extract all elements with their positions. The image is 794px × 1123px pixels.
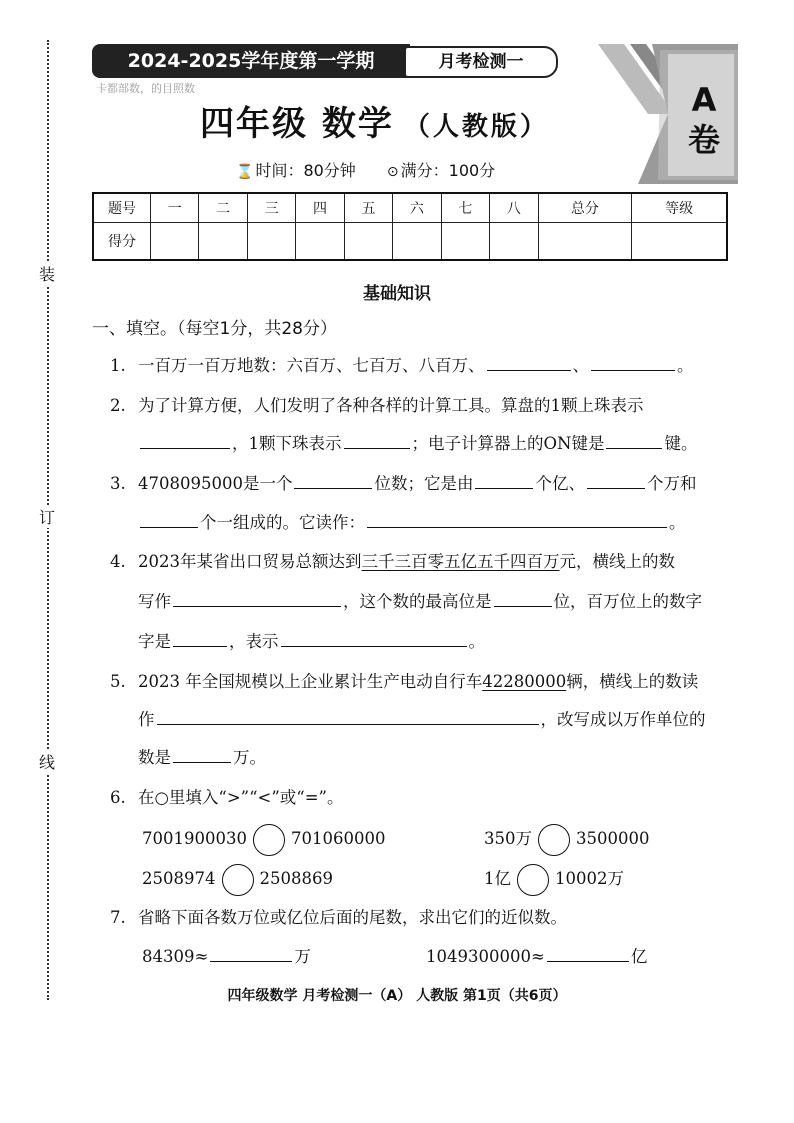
section-title: 基础知识 — [363, 284, 431, 304]
question-text: 。 — [677, 356, 694, 375]
compare-circle[interactable] — [538, 824, 570, 856]
question-text: 个万和 — [646, 474, 697, 493]
question-number: 1. — [110, 356, 126, 375]
score-cell: 题号 — [93, 193, 151, 223]
header-banner — [92, 44, 572, 78]
answer-blank[interactable] — [157, 706, 539, 725]
question-2-line2 — [138, 424, 697, 464]
score-input-cell[interactable] — [490, 223, 538, 261]
score-table-score-row — [93, 223, 727, 261]
exam-label: 月考检测一 — [404, 46, 558, 78]
question-6 — [110, 778, 344, 818]
score-input-cell[interactable] — [344, 223, 392, 261]
full-score-label: 满分：100分 — [400, 161, 496, 180]
hourglass-icon: ⌛ — [236, 164, 254, 180]
question-text: 元，横线上的数 — [559, 552, 675, 571]
score-input-cell[interactable] — [296, 223, 344, 261]
question-text: 作 — [138, 710, 155, 729]
score-cell: 二 — [199, 193, 247, 223]
question-text: 2023 年全国规模以上企业累计生产电动自行车 — [138, 672, 483, 691]
clock-icon: ⊙ — [386, 164, 399, 180]
compare-circle[interactable] — [222, 864, 254, 896]
question-text: 。 — [669, 513, 686, 532]
compare-item — [142, 822, 385, 856]
question-7 — [110, 898, 567, 938]
question-5-line2 — [138, 700, 706, 740]
answer-blank[interactable] — [587, 470, 645, 489]
score-cell: 七 — [441, 193, 489, 223]
title-main: 四年级 数学 — [200, 104, 394, 144]
binding-char-xian: 线 — [36, 750, 58, 773]
question-text: 4708095000是一个 — [138, 474, 293, 493]
question-text: 数是 — [138, 748, 171, 767]
edition-label: （人教版） — [403, 112, 549, 142]
compare-item — [142, 862, 333, 896]
compare-left: 350万 — [484, 829, 532, 848]
answer-blank[interactable] — [547, 943, 629, 962]
question-1 — [110, 346, 694, 386]
score-cell: 六 — [393, 193, 441, 223]
question-5-line3 — [138, 738, 266, 778]
question-4 — [110, 542, 675, 582]
time-label: 时间：80分钟 — [255, 161, 356, 180]
question-number: 4. — [110, 552, 126, 571]
score-row-label: 得分 — [93, 223, 151, 261]
answer-blank[interactable] — [606, 430, 662, 449]
part-title: 一、填空。（每空1分，共28分） — [92, 319, 337, 339]
question-text: 位数；它是由 — [374, 474, 474, 493]
score-input-cell[interactable] — [151, 223, 199, 261]
exam-info — [236, 158, 596, 182]
question-text: 个亿、 — [535, 474, 585, 493]
underlined-number: 三千三百零五亿五千四百万 — [361, 552, 560, 571]
question-number: 7. — [110, 908, 126, 927]
answer-blank[interactable] — [344, 430, 410, 449]
question-text: 位，百万位上的数字 — [553, 592, 702, 611]
question-number: 2. — [110, 396, 126, 415]
faint-bleed-text: 卡都部数，的目照数 — [96, 82, 195, 95]
answer-blank[interactable] — [294, 470, 372, 489]
answer-blank[interactable] — [140, 509, 198, 528]
question-text: 2023年某省出口贸易总额达到 — [138, 552, 362, 571]
score-input-cell[interactable] — [632, 223, 727, 261]
question-text: ，改写成以万作单位的 — [540, 710, 706, 729]
answer-blank[interactable] — [487, 352, 571, 371]
score-cell: 五 — [344, 193, 392, 223]
question-text: ；电子计算器上的ON键是 — [411, 434, 605, 453]
question-text: 个一组成的。它读作： — [200, 513, 365, 532]
page-title — [200, 96, 590, 144]
score-table — [92, 192, 728, 261]
score-cell: 四 — [296, 193, 344, 223]
compare-right: 701060000 — [290, 829, 386, 848]
volume-badge: A卷 — [687, 81, 720, 159]
answer-blank[interactable] — [173, 744, 231, 763]
question-text: ，表示 — [229, 632, 279, 651]
binding-char-zhuang: 装 — [36, 262, 58, 285]
answer-blank[interactable] — [367, 509, 667, 528]
score-input-cell[interactable] — [247, 223, 295, 261]
score-input-cell[interactable] — [199, 223, 247, 261]
score-input-cell[interactable] — [538, 223, 632, 261]
compare-item — [484, 862, 624, 896]
question-text: 字是 — [138, 632, 171, 651]
question-text: 写作 — [138, 592, 171, 611]
underlined-number: 42280000 — [482, 672, 567, 691]
question-4-line3 — [138, 622, 485, 662]
answer-blank[interactable] — [494, 588, 552, 607]
compare-circle[interactable] — [517, 864, 549, 896]
score-cell: 八 — [490, 193, 538, 223]
question-text: ，这个数的最高位是 — [343, 592, 492, 611]
compare-item — [484, 822, 650, 856]
question-text: 万。 — [233, 748, 266, 767]
binding-char-ding: 订 — [36, 505, 58, 528]
question-text: 在○里填入“>”“<”或“=”。 — [138, 788, 344, 807]
question-3-line2 — [138, 503, 686, 543]
question-text: 、 — [572, 356, 589, 375]
approx-number: 84309≈ — [142, 947, 209, 966]
answer-blank[interactable] — [281, 628, 467, 647]
compare-right: 3500000 — [576, 829, 650, 848]
question-number: 6. — [110, 788, 126, 807]
question-text: 键。 — [664, 434, 698, 453]
compare-left: 2508974 — [142, 869, 216, 888]
score-cell: 一 — [151, 193, 199, 223]
score-cell: 等级 — [632, 193, 727, 223]
compare-right: 2508869 — [259, 869, 333, 888]
approx-item — [142, 940, 311, 974]
question-number: 3. — [110, 474, 126, 493]
answer-blank[interactable] — [475, 470, 533, 489]
approx-unit: 万 — [294, 947, 311, 966]
score-table-header-row — [93, 193, 727, 223]
question-text: 辆，横线上的数读 — [566, 672, 699, 691]
question-text: 一百万一百万地数：六百万、七百万、八百万、 — [138, 356, 485, 375]
score-cell: 三 — [247, 193, 295, 223]
question-4-line2 — [138, 582, 702, 622]
approx-number: 1049300000≈ — [426, 947, 545, 966]
answer-blank[interactable] — [140, 430, 230, 449]
approx-item — [426, 940, 647, 974]
question-2 — [110, 386, 644, 426]
compare-right: 10002万 — [555, 869, 624, 888]
compare-circle[interactable] — [253, 824, 285, 856]
question-text: 为了计算方便，人们发明了各种各样的计算工具。算盘的1颗上珠表示 — [138, 396, 644, 415]
term-label: 2024-2025学年度第一学期 — [92, 44, 410, 78]
answer-blank[interactable] — [210, 943, 292, 962]
question-number: 5. — [110, 672, 126, 691]
question-text: 。 — [468, 632, 485, 651]
score-cell: 总分 — [538, 193, 632, 223]
question-text: ，1颗下珠表示 — [232, 434, 342, 453]
question-text: 省略下面各数万位或亿位后面的尾数，求出它们的近似数。 — [138, 908, 567, 927]
page-footer: 四年级数学 月考检测一（A） 人教版 第1页（共6页） — [227, 988, 567, 1004]
compare-left: 1亿 — [484, 869, 511, 888]
answer-blank[interactable] — [173, 588, 341, 607]
approx-unit: 亿 — [630, 947, 648, 966]
question-3 — [110, 464, 696, 504]
answer-blank[interactable] — [173, 628, 227, 647]
compare-left: 7001900030 — [142, 829, 247, 848]
answer-blank[interactable] — [591, 352, 675, 371]
score-input-cell[interactable] — [393, 223, 441, 261]
question-5 — [110, 662, 698, 702]
score-input-cell[interactable] — [441, 223, 489, 261]
